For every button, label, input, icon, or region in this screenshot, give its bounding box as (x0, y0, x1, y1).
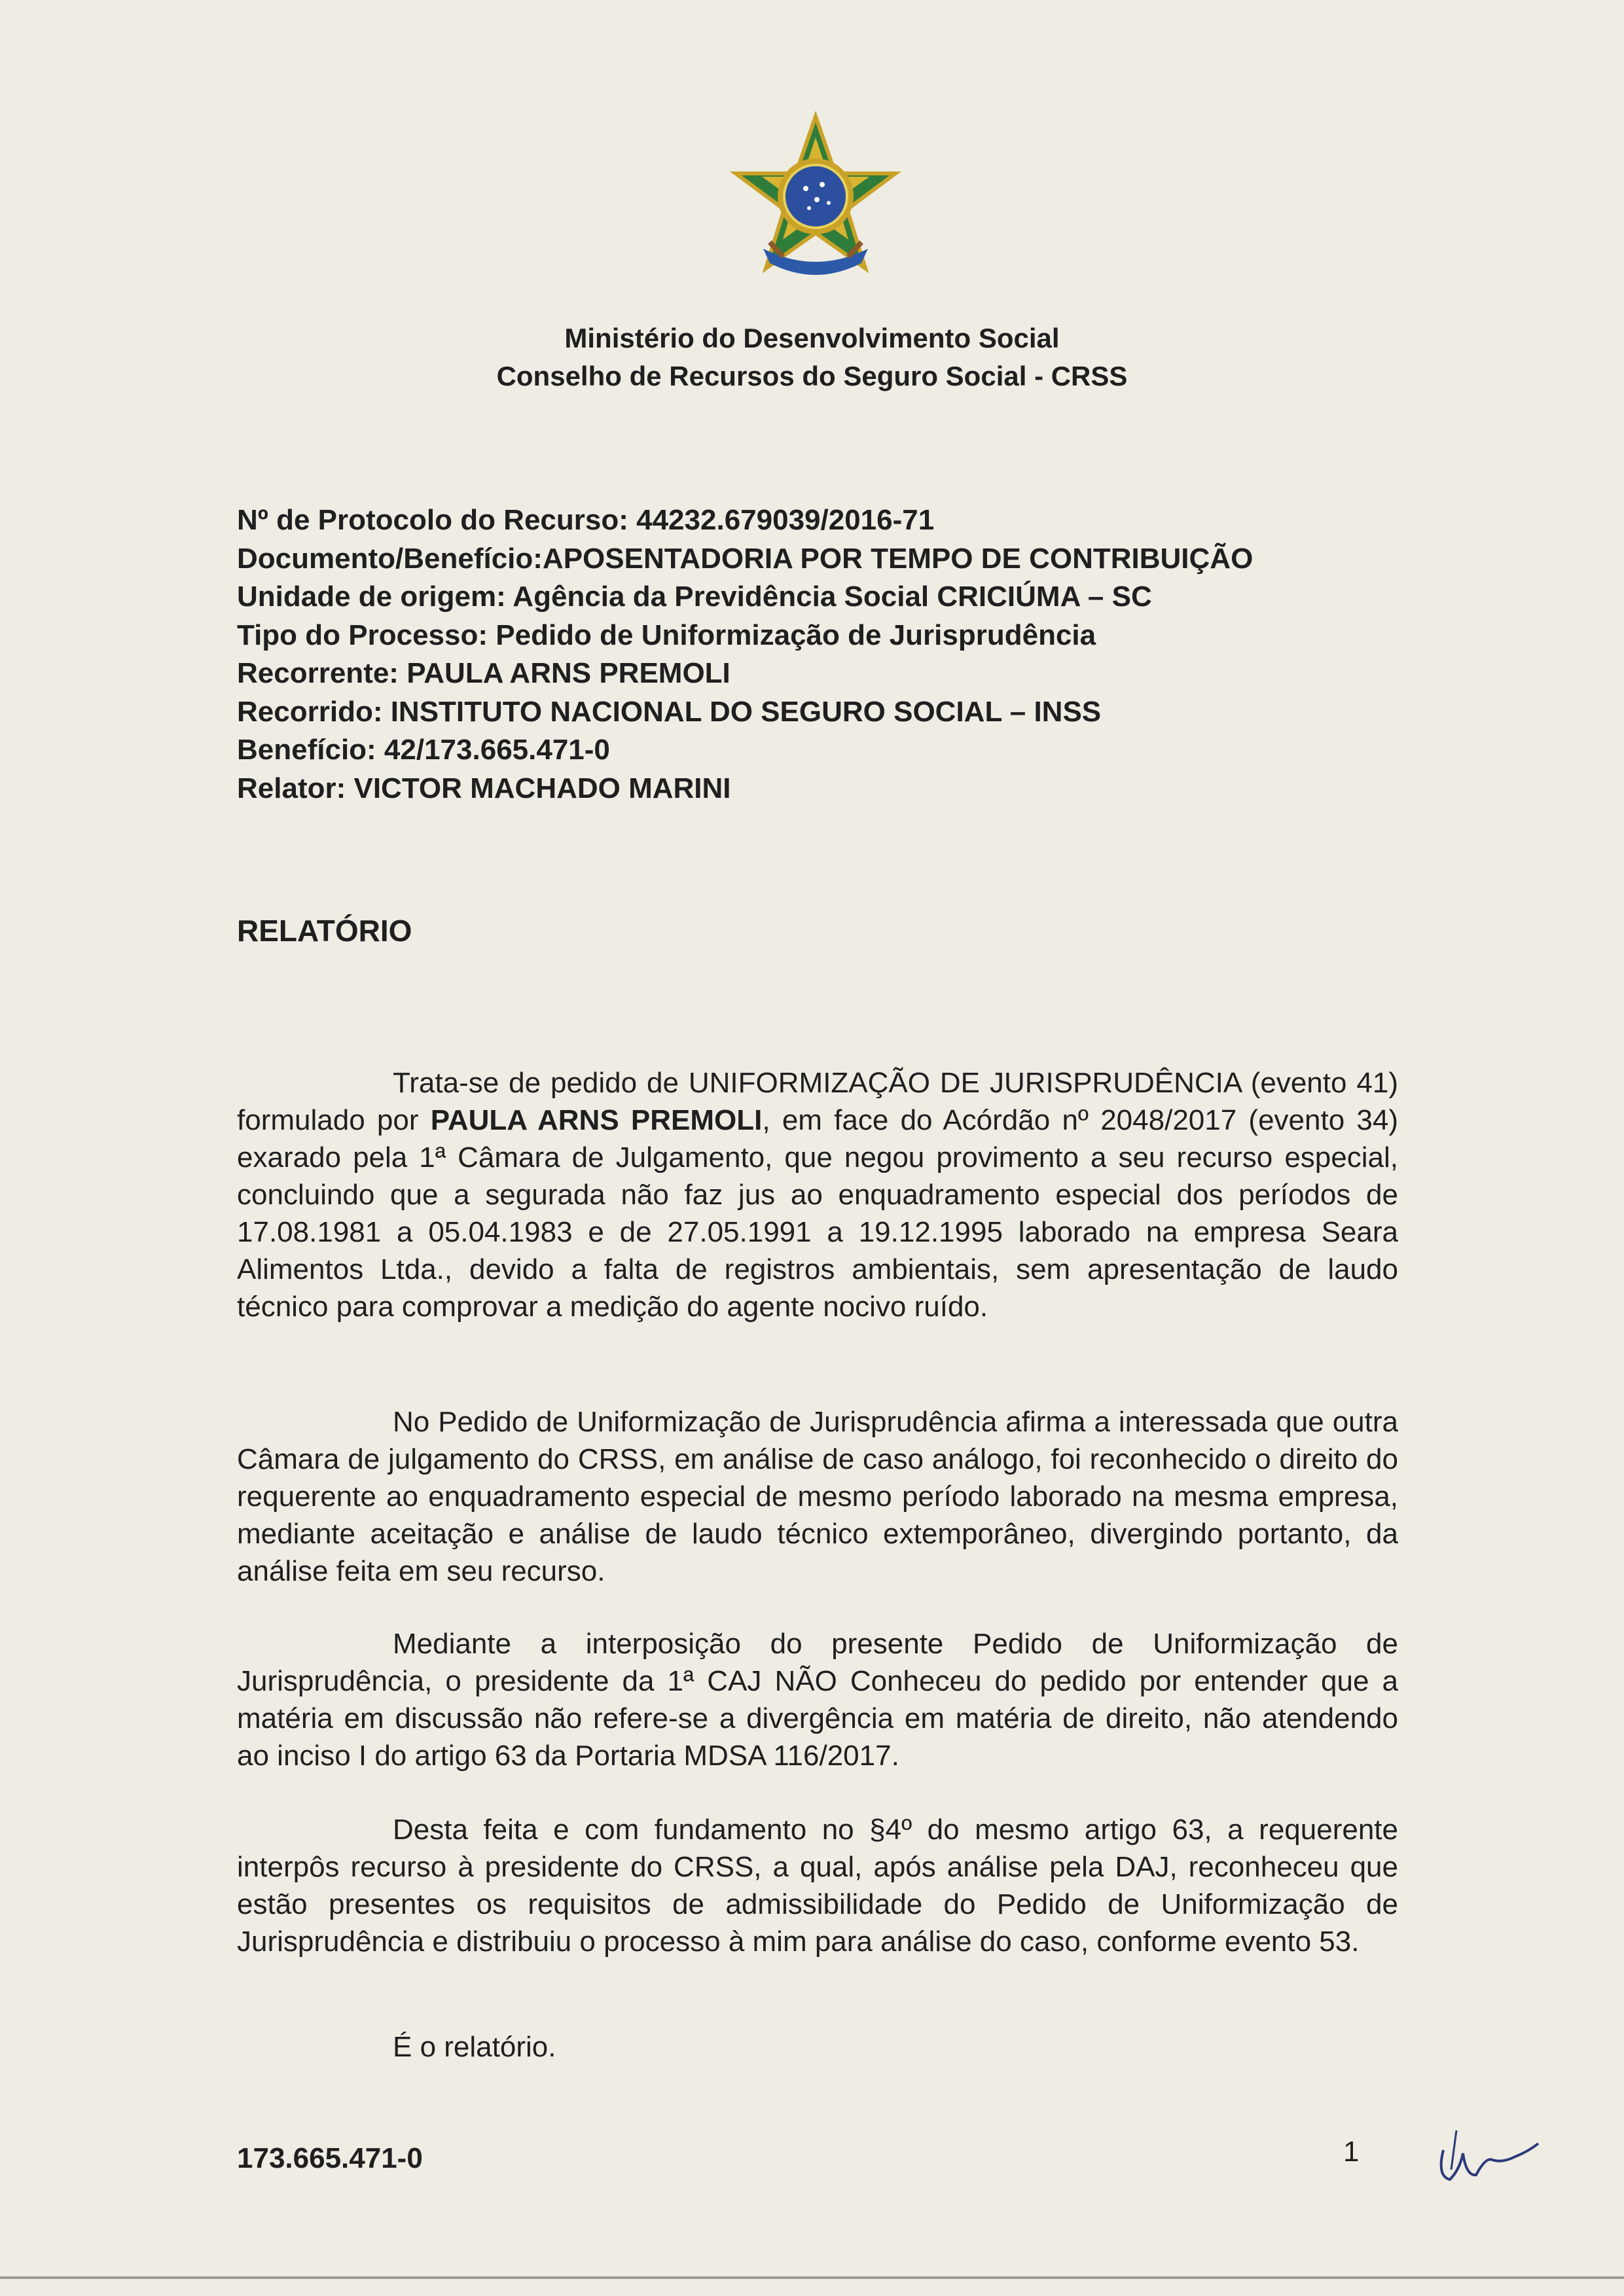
footer-benefit-number: 173.665.471-0 (237, 2142, 423, 2174)
protocol-number: Nº de Protocolo do Recurso: 44232.679039/2016-71 (237, 504, 935, 536)
process-metadata (237, 501, 1415, 808)
benefit-number: Benefício: 42/173.665.471-0 (237, 734, 610, 766)
rapporteur: Relator: VICTOR MACHADO MARINI (237, 772, 731, 804)
signature-icon (1430, 2104, 1545, 2189)
paragraph-3-text: Mediante a interposição do presente Pedido de Uniformização de Jurisprudência, o presidente da 1ª CAJ NÃO Conheceu do pedido por entender que a matéria em discussão não refere-se a divergência em matéria de direito, não atendendo ao inciso I do artigo 63 da Portaria MDSA 116/2017. (237, 1628, 1398, 1772)
ministry-name: Ministério do Desenvolvimento Social (564, 323, 1060, 353)
appellee: Recorrido: INSTITUTO NACIONAL DO SEGURO SOCIAL – INSS (237, 695, 1102, 728)
document-benefit: Documento/Benefício:APOSENTADORIA POR TEMPO DE CONTRIBUIÇÃO (237, 542, 1254, 575)
paragraph-1-text-a: Trata-se de pedido de UNIFORMIZAÇÃO DE JURISPRUDÊNCIA (evento 41) formulado por (237, 1067, 1398, 1136)
paragraph-2 (237, 1403, 1398, 1590)
paragraph-3 (237, 1625, 1398, 1774)
brazil-coat-of-arms-icon (724, 111, 907, 295)
section-title: RELATÓRIO (237, 914, 412, 948)
paragraph-1 (237, 1064, 1398, 1325)
closing-statement: É o relatório. (393, 2031, 556, 2063)
paragraph-2-text: No Pedido de Uniformização de Jurisprudência afirma a interessada que outra Câmara de julgamento do CRSS, em análise de caso análogo, foi reconhecido o direito do requerente ao enquadramento especial de mesmo período laborado na mesma empresa, mediante aceitação e análise de laudo técnico extemporâneo, divergindo portanto, da análise feita em seu recurso. (237, 1406, 1398, 1587)
paragraph-1-bold-name: PAULA ARNS PREMOLI (430, 1104, 763, 1136)
page-number: 1 (1343, 2136, 1360, 2168)
appellant: Recorrente: PAULA ARNS PREMOLI (237, 657, 731, 689)
bottom-rule (0, 2276, 1624, 2279)
process-type: Tipo do Processo: Pedido de Uniformização de Jurisprudência (237, 619, 1096, 651)
paragraph-1-text-b: , em face do Acórdão nº 2048/2017 (evento 34) exarado pela 1ª Câmara de Julgamento, que negou provimento a seu recurso especial, concluindo que a segurada não faz jus ao enquadramento especial dos períodos de 17.08.1981 a 05.04.1983 e de 27.05.1991 a 19.12.1995 laborado na empresa Seara Alimentos Ltda., devido a falta de registros ambientais, sem apresentação de laudo técnico para comprovar a medição do agente nocivo ruído. (237, 1104, 1399, 1323)
council-name: Conselho de Recursos do Seguro Social - CRSS (496, 361, 1128, 391)
paragraph-4-text: Desta feita e com fundamento no §4º do mesmo artigo 63, a requerente interpôs recurso à presidente do CRSS, a qual, após análise pela DAJ, reconheceu que estão presentes os requisitos de admissibilidade do Pedido de Uniformização de Jurisprudência e distribuiu o processo à mim para análise do caso, conforme evento 53. (237, 1814, 1398, 1958)
paragraph-4 (237, 1811, 1398, 1960)
origin-unit: Unidade de origem: Agência da Previdência Social CRICIÚMA – SC (237, 581, 1152, 613)
